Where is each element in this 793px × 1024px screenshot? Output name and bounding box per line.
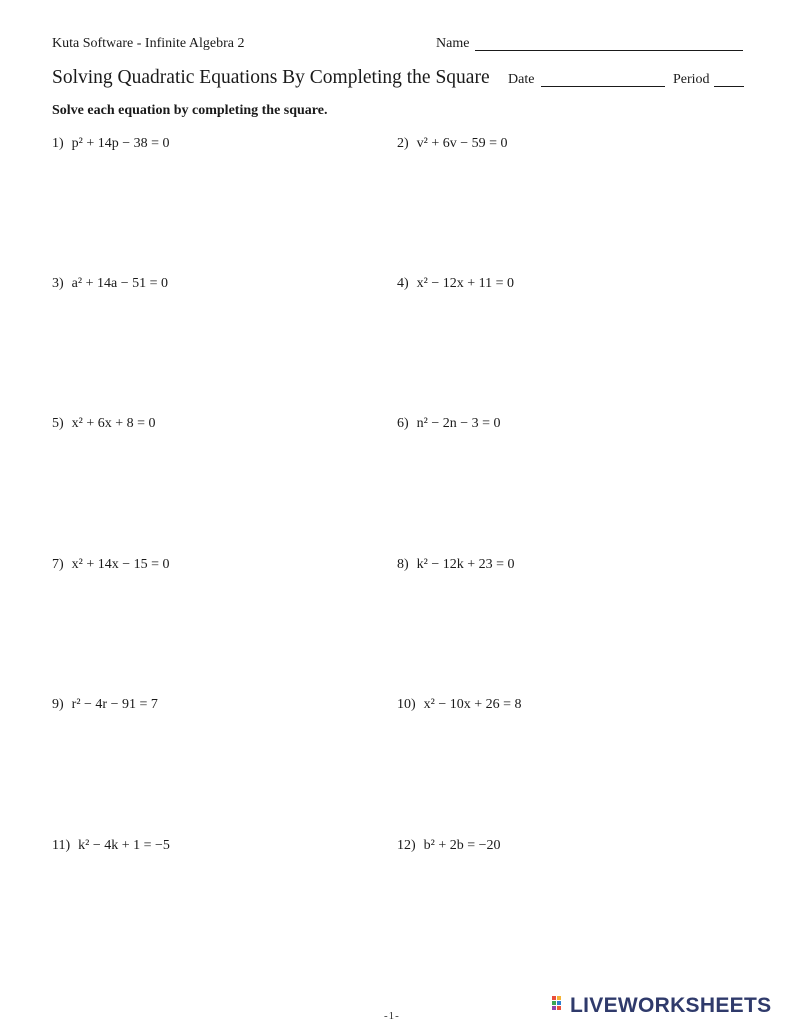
problem [52, 416, 156, 432]
problem-equation: k² − 4k + 1 = −5 [78, 838, 170, 853]
problem-equation: x² + 14x − 15 = 0 [71, 557, 170, 572]
problem-number: 11) [52, 838, 71, 853]
problem-equation: x² − 10x + 26 = 8 [423, 697, 522, 712]
problem-equation: p² + 14p − 38 = 0 [71, 136, 170, 151]
problem-number: 3) [52, 276, 64, 291]
problem-number: 6) [397, 416, 409, 431]
problem-equation: k² − 12k + 23 = 0 [416, 557, 515, 572]
problem [52, 276, 168, 292]
problem [397, 838, 501, 854]
problem [52, 557, 170, 573]
liveworksheets-logo-icon [552, 996, 566, 1014]
problem-equation: x² + 6x + 8 = 0 [71, 416, 156, 431]
problem-number: 10) [397, 697, 416, 712]
worksheet-title: Solving Quadratic Equations By Completing the Square [52, 67, 490, 88]
problem-equation: r² − 4r − 91 = 7 [71, 697, 158, 712]
date-label: Date [508, 72, 535, 87]
name-label: Name [436, 36, 470, 51]
problem-number: 2) [397, 136, 409, 151]
problem-equation: n² − 2n − 3 = 0 [416, 416, 501, 431]
problem [397, 557, 515, 573]
problem-number: 12) [397, 838, 416, 853]
problem-number: 5) [52, 416, 64, 431]
problem-equation: b² + 2b = −20 [423, 838, 501, 853]
problem-number: 1) [52, 136, 64, 151]
watermark: LIVEWORKSHEETS [570, 994, 772, 1017]
problem-equation: a² + 14a − 51 = 0 [71, 276, 168, 291]
problem-equation: x² − 12x + 11 = 0 [416, 276, 515, 291]
problem [397, 136, 508, 152]
problem-number: 7) [52, 557, 64, 572]
problem [52, 136, 170, 152]
problem [52, 838, 170, 854]
name-line [475, 50, 743, 51]
problem [52, 697, 158, 713]
problem-number: 8) [397, 557, 409, 572]
instructions: Solve each equation by completing the square. [52, 103, 328, 118]
problem-number: 9) [52, 697, 64, 712]
date-line [541, 86, 665, 87]
page-number: -1- [384, 1010, 400, 1022]
period-label: Period [673, 72, 710, 87]
problem [397, 276, 514, 292]
source-label: Kuta Software - Infinite Algebra 2 [52, 36, 245, 51]
problem-number: 4) [397, 276, 409, 291]
problem-equation: v² + 6v − 59 = 0 [416, 136, 508, 151]
problem [397, 416, 501, 432]
problem [397, 697, 522, 713]
period-line [714, 86, 744, 87]
